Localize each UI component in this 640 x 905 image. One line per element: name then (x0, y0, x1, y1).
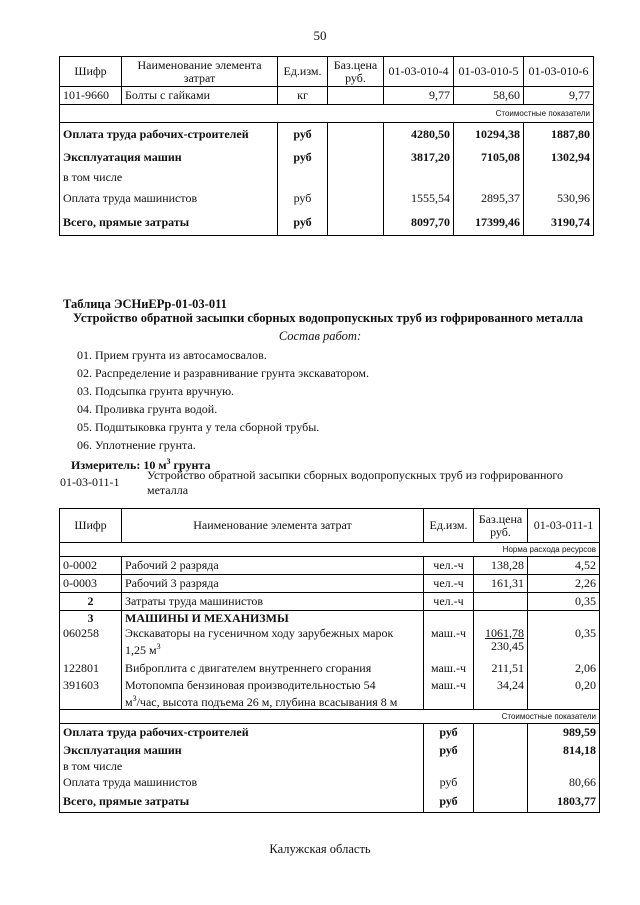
code-number: 01-03-011-1 (60, 475, 120, 489)
cost-unit: руб (278, 123, 328, 146)
row-price: 161,31 (474, 575, 528, 593)
work-item: 03. Подсыпка грунта вручную. (77, 384, 235, 398)
row-name: Виброплита с двигателем внутреннего сгорания (122, 659, 424, 679)
row-unit: маш.-ч (424, 659, 474, 679)
row-price: 211,51 (474, 659, 528, 679)
row-value-3: 9,77 (524, 87, 594, 105)
header-price: Баз.цена руб. (328, 57, 384, 87)
cost-value-1: 8097,70 (384, 210, 454, 236)
cost-value: 989,59 (528, 723, 600, 741)
row-name: Мотопомпа бензиновая производительностью 54 $м^3$/час, высота подъема 26 м, глубина всасывания 8 м (122, 679, 424, 710)
page-number: 50 (313, 28, 327, 43)
row-name: Экскаваторы на гусеничном ходу зарубежных марок 1,25 $м^3$ (122, 627, 424, 659)
cost-name: Всего, прямые затраты (60, 791, 424, 812)
cost-name: Оплата труда машинистов (60, 187, 278, 210)
cost-name: Эксплуатация машин (60, 741, 424, 759)
work-item: 01. Прием грунта из автосамосвалов. (77, 348, 267, 362)
cost-row (60, 146, 594, 169)
cost-unit: руб (278, 210, 328, 236)
row-code: 2 (60, 593, 122, 611)
cost-value: 1803,77 (528, 791, 600, 812)
section-label: Стоимостные показатели (60, 105, 594, 123)
cost-value: 80,66 (528, 774, 600, 791)
table-row (60, 593, 600, 611)
table-row (60, 87, 594, 105)
resource-table (59, 508, 600, 813)
header-column: 01-03-011-1 (528, 509, 600, 543)
row-value: 4,52 (528, 557, 600, 575)
row-price: 1061,78 230,45 (474, 627, 528, 659)
cost-value-2: 17399,46 (454, 210, 524, 236)
header-price: Баз.цена руб. (474, 509, 528, 543)
cost-name: в том числе (60, 169, 278, 187)
cost-unit: руб (424, 741, 474, 759)
header-name: Наименование элемента затрат (122, 57, 278, 87)
code-description-cont: металла (147, 483, 189, 497)
code-description: Устройство обратной засыпки сборных водопропускных труб из гофрированного (147, 468, 564, 482)
cost-unit: руб (278, 146, 328, 169)
cost-name: Эксплуатация машин (60, 146, 278, 169)
row-code: 391603 (60, 679, 122, 710)
row-value-2: 58,60 (454, 87, 524, 105)
cost-row (60, 791, 600, 812)
cost-row (60, 759, 600, 774)
measure: Измеритель: 10 $м^3$ грунта (71, 457, 211, 472)
row-name: Болты с гайками (122, 87, 278, 105)
cost-row (60, 210, 594, 236)
cost-value-3: 1302,94 (524, 146, 594, 169)
cost-unit: руб (424, 791, 474, 812)
cost-value-2: 2895,37 (454, 187, 524, 210)
row-name: Затраты труда машинистов (122, 593, 424, 611)
row-value-1: 9,77 (384, 87, 454, 105)
row-unit: кг (278, 87, 328, 105)
cost-value-2: 10294,38 (454, 123, 524, 146)
table-subtitle: Устройство обратной засыпки сборных водопропускных труб из гофрированного металла (73, 311, 584, 325)
cost-value-3: 3190,74 (524, 210, 594, 236)
row-code: 060258 (60, 627, 122, 659)
row-value: 2,26 (528, 575, 600, 593)
composition-title: Состав работ: (278, 329, 362, 343)
row-unit: маш.-ч (424, 627, 474, 659)
row-name: МАШИНЫ И МЕХАНИЗМЫ (122, 611, 424, 627)
row-name: Рабочий 2 разряда (122, 557, 424, 575)
cost-name: Всего, прямые затраты (60, 210, 278, 236)
footer-region: Калужская область (269, 842, 371, 856)
row-value: 0,35 (528, 593, 600, 611)
work-item: 05. Подштыковка грунта у тела сборной трубы. (77, 420, 320, 434)
header-name: Наименование элемента затрат (122, 509, 424, 543)
table-title: Таблица ЭСНиЕРр-01-03-011 (63, 297, 227, 311)
cost-name: Оплата труда рабочих-строителей (60, 723, 424, 741)
row-price (474, 593, 528, 611)
work-item: 02. Распределение и разравнивание грунта экскаватором. (77, 366, 370, 380)
cost-unit: руб (424, 774, 474, 791)
table-row (60, 659, 600, 679)
table-row (60, 575, 600, 593)
cost-row (60, 169, 594, 187)
cost-name: Оплата труда рабочих-строителей (60, 123, 278, 146)
row-code: 0-0002 (60, 557, 122, 575)
norm-label: Норма расхода ресурсов (60, 543, 600, 557)
header-col-2: 01-03-010-5 (454, 57, 524, 87)
header-code: Шифр (60, 509, 122, 543)
header-unit: Ед.изм. (424, 509, 474, 543)
row-price: 138,28 (474, 557, 528, 575)
cost-name: Оплата труда машинистов (60, 774, 424, 791)
cost-value-3: 530,96 (524, 187, 594, 210)
cost-row (60, 187, 594, 210)
row-code: 0-0003 (60, 575, 122, 593)
table-row (60, 627, 600, 659)
cost-value-2: 7105,08 (454, 146, 524, 169)
header-unit: Ед.изм. (278, 57, 328, 87)
cost-name: в том числе (60, 759, 424, 774)
cost-unit: руб (278, 187, 328, 210)
cost-row (60, 741, 600, 759)
row-unit: чел.-ч (424, 575, 474, 593)
row-value: 0,20 (528, 679, 600, 710)
row-unit: чел.-ч (424, 593, 474, 611)
row-unit: маш.-ч (424, 679, 474, 710)
header-col-3: 01-03-010-6 (524, 57, 594, 87)
cost-value-1: 4280,50 (384, 123, 454, 146)
row-value: 0,35 (528, 627, 600, 659)
row-price (328, 87, 384, 105)
top-table-header (60, 57, 594, 87)
cost-row (60, 123, 594, 146)
row-code: 122801 (60, 659, 122, 679)
cost-row (60, 774, 600, 791)
table-row (60, 679, 600, 710)
header-col-1: 01-03-010-4 (384, 57, 454, 87)
cost-value-1: 1555,54 (384, 187, 454, 210)
row-name: Рабочий 3 разряда (122, 575, 424, 593)
table-header (60, 509, 600, 543)
cost-value-3: 1887,80 (524, 123, 594, 146)
row-code: 101-9660 (60, 87, 122, 105)
row-price: 34,24 (474, 679, 528, 710)
table-row (60, 557, 600, 575)
cost-value-1: 3817,20 (384, 146, 454, 169)
header-code: Шифр (60, 57, 122, 87)
row-unit: чел.-ч (424, 557, 474, 575)
cost-row (60, 723, 600, 741)
row-code: 3 (60, 611, 122, 627)
cost-value: 814,18 (528, 741, 600, 759)
row-value: 2,06 (528, 659, 600, 679)
cost-label: Стоимостные показатели (60, 709, 600, 723)
top-cost-table (59, 56, 594, 236)
cost-unit: руб (424, 723, 474, 741)
work-item: 04. Проливка грунта водой. (77, 402, 218, 416)
table-row (60, 611, 600, 627)
work-item: 06. Уплотнение грунта. (77, 438, 196, 452)
